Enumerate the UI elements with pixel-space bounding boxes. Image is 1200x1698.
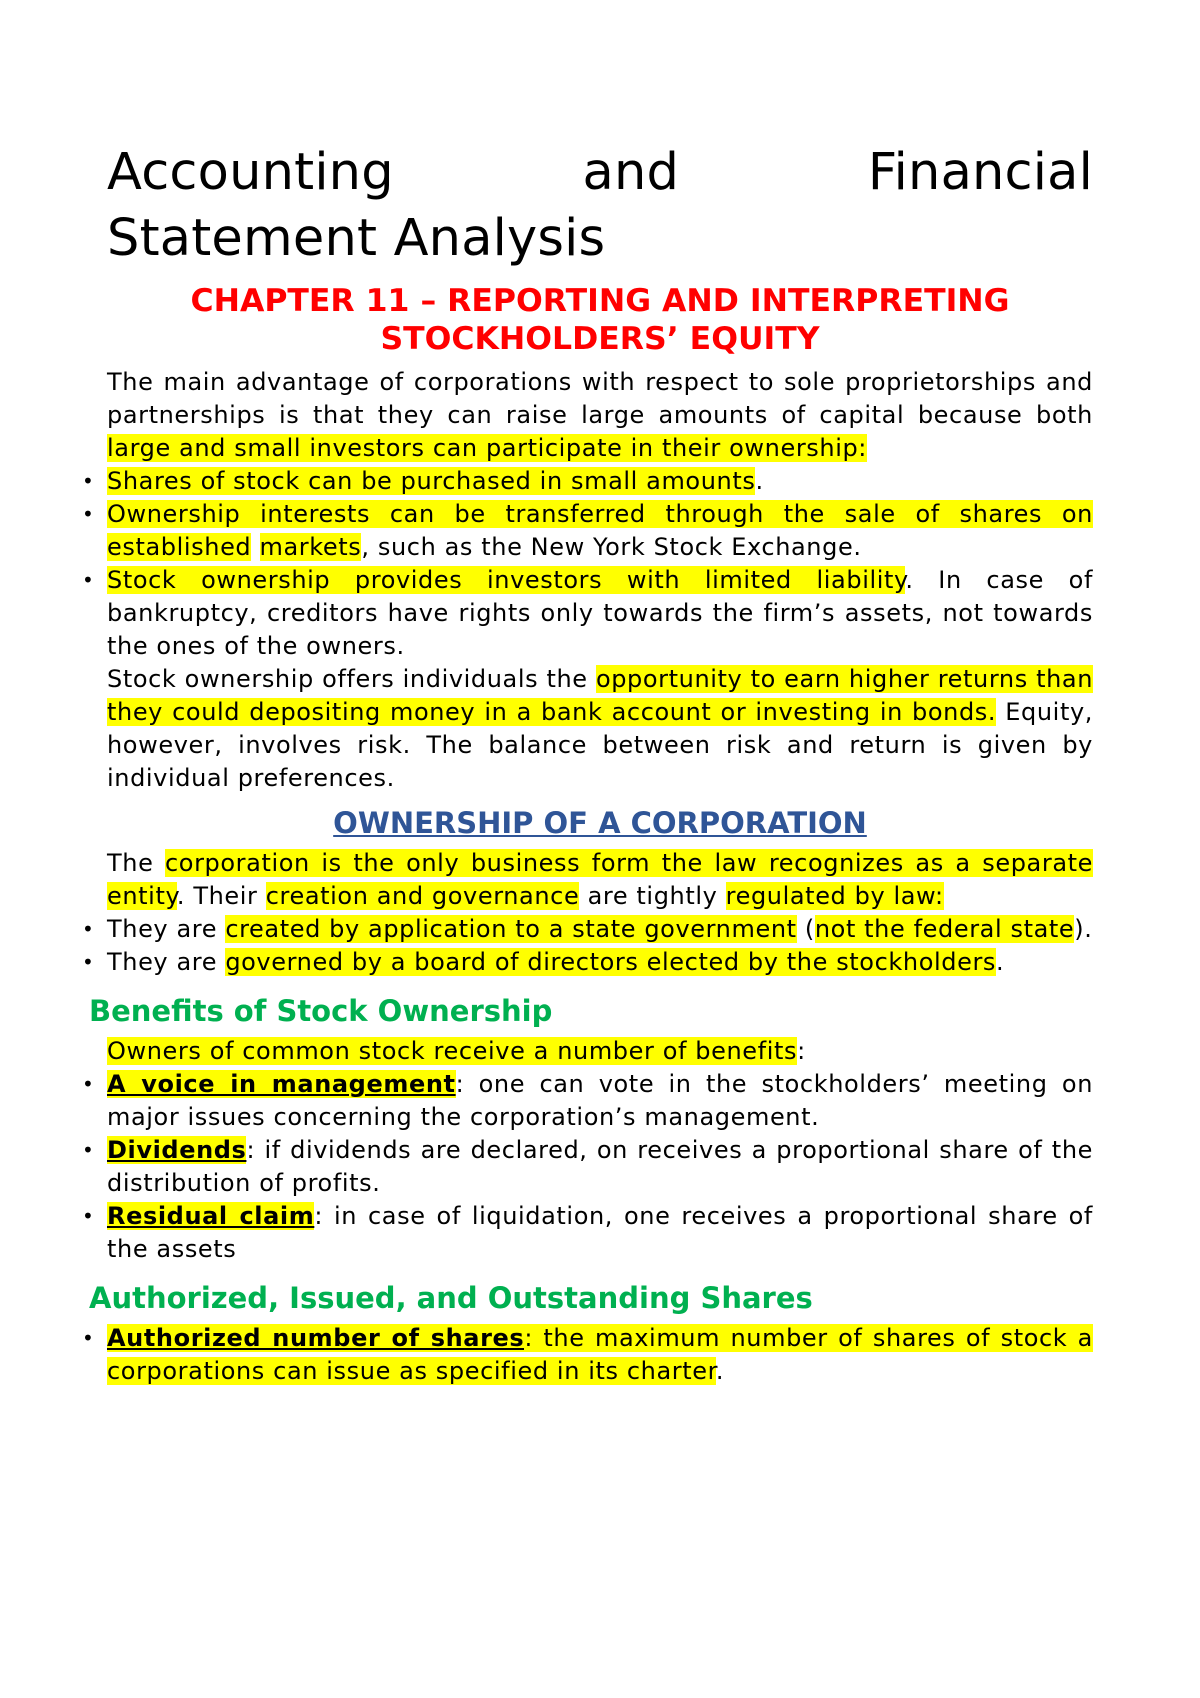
title-line-2: Statement Analysis	[107, 209, 606, 268]
highlighted-text: not the federal state	[814, 915, 1075, 943]
text: .	[755, 467, 764, 495]
intro-bullet-list	[107, 465, 1093, 663]
list-item	[107, 1068, 1093, 1134]
text: : if dividends are declared, on receives a proportional share of the distribution of profits.	[107, 1136, 1093, 1197]
term-label: Authorized number of shares	[107, 1324, 525, 1352]
text: .	[715, 1357, 725, 1385]
list-item	[107, 1322, 1093, 1388]
text: The	[107, 849, 166, 877]
highlighted-text: opportunity to earn higher returns than they could depositing money in a bank account or investing in bonds.	[107, 665, 1094, 726]
shares-bullet-list	[107, 1322, 1093, 1388]
list-item	[107, 465, 1093, 498]
intro-paragraph-2	[107, 663, 1093, 795]
text: .	[996, 948, 1005, 976]
highlighted-text: governed by a board of directors elected by the stockholders	[225, 948, 997, 976]
section-heading-shares: Authorized, Issued, and Outstanding Shares	[89, 1281, 813, 1315]
highlighted-text: Shares of stock can be purchased in small amounts	[107, 467, 756, 495]
document-content	[89, 140, 1094, 1388]
section-heading-benefits: Benefits of Stock Ownership	[89, 994, 553, 1028]
highlighted-text: creation and governance	[265, 882, 580, 910]
text: The main advantage of corporations with respect to sole proprietorships and partnerships is that they can raise large amounts of capital because both	[107, 368, 1093, 429]
intro-paragraph	[107, 366, 1093, 465]
highlighted-text: Ownership interests can be transferred through the sale of shares on established	[107, 500, 1093, 561]
highlighted-text: Owners of common stock receive a number of benefits	[107, 1037, 798, 1065]
document-title	[107, 140, 1093, 272]
chapter-line-2: STOCKHOLDERS’ EQUITY	[380, 321, 820, 357]
text: They are	[107, 915, 226, 943]
ownership-paragraph	[107, 847, 1093, 913]
text	[251, 533, 259, 561]
highlighted-text: large and small investors can participate in their ownership:	[107, 434, 867, 462]
highlighted-text: corporation is the only business form the law recognizes as a separate entity	[107, 849, 1093, 910]
list-item	[107, 1200, 1093, 1266]
benefits-intro	[107, 1035, 1093, 1068]
text: : in case of liquidation, one receives a proportional share of the assets	[107, 1202, 1093, 1263]
chapter-line-1: CHAPTER 11 – REPORTING AND INTERPRETING	[190, 283, 1010, 319]
text: , such as the New York Stock Exchange.	[361, 533, 862, 561]
text: are tightly	[579, 882, 726, 910]
highlighted-text: created by application to a state government	[225, 915, 797, 943]
text: . In case of bankruptcy, creditors have rights only towards the firm’s assets, not towards the ones of the owners.	[107, 566, 1093, 660]
list-item	[107, 498, 1093, 564]
highlighted-text: markets	[259, 533, 362, 561]
text: Stock ownership offers individuals the	[107, 665, 596, 693]
highlighted-text: Stock ownership provides investors with limited liability	[107, 566, 906, 594]
ownership-bullet-list	[107, 913, 1093, 979]
text: . Their	[176, 882, 266, 910]
chapter-heading	[107, 282, 1093, 358]
benefits-bullet-list	[107, 1068, 1093, 1266]
title-word: and	[582, 143, 680, 202]
text: : one can vote in the stockholders’ meeting on major issues concerning the corporation’s management.	[107, 1070, 1094, 1131]
highlighted-text: : the maximum number of shares of stock a corporations can issue as specified in its charter	[107, 1324, 1093, 1385]
term-label: Dividends	[107, 1136, 247, 1164]
highlighted-text: regulated by law:	[725, 882, 944, 910]
list-item	[107, 946, 1093, 979]
text: (	[796, 915, 815, 943]
title-word: Accounting	[107, 143, 394, 202]
list-item	[107, 1134, 1093, 1200]
text: :	[797, 1037, 806, 1065]
list-item	[107, 564, 1093, 663]
title-word: Financial	[867, 143, 1093, 202]
text: ).	[1074, 915, 1093, 943]
section-heading-ownership: OWNERSHIP OF A CORPORATION	[333, 806, 867, 840]
text: Equity, however, involves risk. The balance between risk and return is given by individual preferences.	[107, 698, 1093, 792]
term-label: A voice in management	[107, 1070, 456, 1098]
list-item	[107, 913, 1093, 946]
text: They are	[107, 948, 226, 976]
term-label: Residual claim	[107, 1202, 315, 1230]
